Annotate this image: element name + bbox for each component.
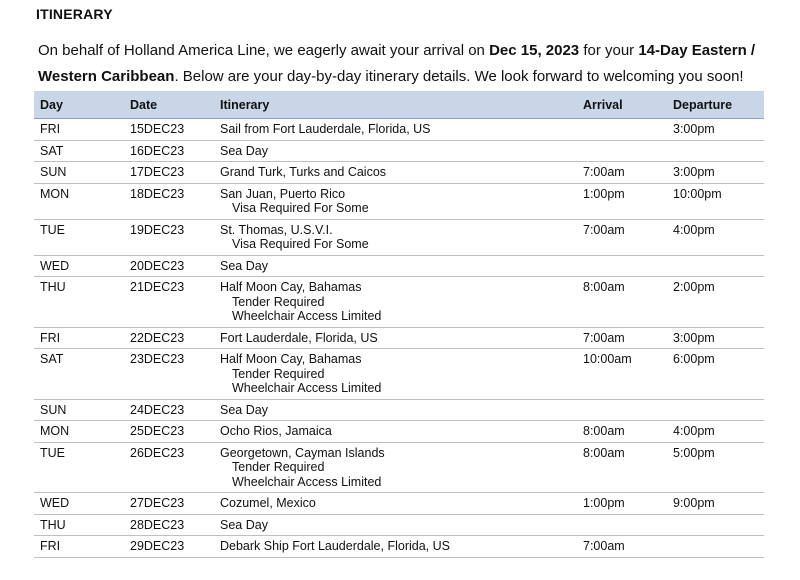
cell-itinerary [214, 119, 577, 141]
cell-itinerary [214, 442, 577, 493]
cell-day: MON [34, 421, 124, 443]
table-row [34, 219, 764, 255]
cell-date: 29DEC23 [124, 536, 214, 558]
cell-departure: 6:00pm [667, 349, 764, 400]
cell-date: 22DEC23 [124, 327, 214, 349]
cell-arrival: 1:00pm [577, 183, 667, 219]
port-note: Visa Required For Some [232, 201, 369, 215]
port-name: San Juan, Puerto Rico [220, 186, 346, 201]
port-name: Sea Day [220, 143, 268, 158]
port-name: St. Thomas, U.S.V.I. [220, 222, 333, 237]
port-name: Fort Lauderdale, Florida, US [220, 330, 378, 345]
cell-itinerary [214, 277, 577, 328]
table-row [34, 140, 764, 162]
cell-itinerary [214, 536, 577, 558]
cell-day: TUE [34, 219, 124, 255]
cell-arrival: 7:00am [577, 219, 667, 255]
cell-date: 16DEC23 [124, 140, 214, 162]
cell-date: 18DEC23 [124, 183, 214, 219]
port-name: Georgetown, Cayman Islands [220, 445, 385, 460]
itinerary-table [34, 91, 764, 558]
column-header-itinerary: Itinerary [214, 91, 577, 119]
table-row [34, 255, 764, 277]
cell-day: WED [34, 493, 124, 515]
cell-departure [667, 536, 764, 558]
cell-itinerary [214, 140, 577, 162]
table-row [34, 277, 764, 328]
cell-day: THU [34, 277, 124, 328]
cell-itinerary [214, 327, 577, 349]
cell-departure [667, 140, 764, 162]
table-row [34, 536, 764, 558]
table-row [34, 442, 764, 493]
cell-departure [667, 514, 764, 536]
cell-arrival: 7:00am [577, 327, 667, 349]
itinerary-rows [34, 119, 764, 558]
cell-arrival: 8:00am [577, 421, 667, 443]
cell-date: 25DEC23 [124, 421, 214, 443]
cell-day: THU [34, 514, 124, 536]
port-name: Sea Day [220, 258, 268, 273]
table-row [34, 493, 764, 515]
port-note: Tender Required [232, 366, 325, 381]
cell-date: 15DEC23 [124, 119, 214, 141]
cell-arrival: 7:00am [577, 162, 667, 184]
cell-date: 28DEC23 [124, 514, 214, 536]
cell-day: TUE [34, 442, 124, 493]
port-name: Half Moon Cay, Bahamas [220, 280, 362, 294]
table-row [34, 162, 764, 184]
cell-arrival [577, 119, 667, 141]
port-note: Wheelchair Access Limited [232, 381, 382, 395]
cell-arrival: 1:00pm [577, 493, 667, 515]
intro-text-3: . Below are your day-by-day itinerary details. We look forward to welcoming you soon! [174, 68, 744, 85]
port-name: Half Moon Cay, Bahamas [220, 352, 362, 366]
cell-itinerary [214, 183, 577, 219]
column-header-departure: Departure [667, 91, 764, 119]
column-header-date: Date [124, 91, 214, 119]
cell-arrival: 10:00am [577, 349, 667, 400]
cell-day: SAT [34, 349, 124, 400]
cell-departure: 5:00pm [667, 442, 764, 493]
table-header-row [34, 91, 764, 119]
cell-date: 17DEC23 [124, 162, 214, 184]
port-name: Sail from Fort Lauderdale, Florida, US [220, 122, 431, 136]
cell-day: SUN [34, 162, 124, 184]
table-row [34, 514, 764, 536]
port-name: Sea Day [220, 517, 268, 532]
column-header-day: Day [34, 91, 124, 119]
table-row [34, 349, 764, 400]
cell-arrival [577, 255, 667, 277]
intro-paragraph [38, 38, 768, 90]
cell-itinerary [214, 219, 577, 255]
port-name: Grand Turk, Turks and Caicos [220, 165, 387, 179]
cell-day: FRI [34, 119, 124, 141]
port-name: Ocho Rios, Jamaica [220, 424, 332, 438]
cell-departure: 3:00pm [667, 327, 764, 349]
cell-itinerary [214, 493, 577, 515]
cell-arrival: 8:00am [577, 442, 667, 493]
intro-text-2: for your [579, 42, 639, 59]
cell-date: 20DEC23 [124, 255, 214, 277]
port-note: Tender Required [232, 294, 325, 309]
cell-date: 21DEC23 [124, 277, 214, 328]
cell-itinerary [214, 255, 577, 277]
cell-date: 26DEC23 [124, 442, 214, 493]
cell-itinerary [214, 399, 577, 421]
cell-arrival: 8:00am [577, 277, 667, 328]
arrival-date: Dec 15, 2023 [489, 42, 580, 59]
port-note: Tender Required [232, 460, 325, 474]
table-row [34, 327, 764, 349]
cell-day: MON [34, 183, 124, 219]
table-row [34, 399, 764, 421]
cell-departure: 2:00pm [667, 277, 764, 328]
cell-day: SUN [34, 399, 124, 421]
cruise-name: 14-Day Eastern / Western Caribbean [38, 42, 756, 85]
cell-arrival [577, 514, 667, 536]
cell-date: 19DEC23 [124, 219, 214, 255]
cell-itinerary [214, 514, 577, 536]
cell-arrival [577, 399, 667, 421]
table-row [34, 183, 764, 219]
cell-date: 23DEC23 [124, 349, 214, 400]
cell-itinerary [214, 421, 577, 443]
cell-departure: 3:00pm [667, 119, 764, 141]
cell-date: 27DEC23 [124, 493, 214, 515]
section-heading: ITINERARY [36, 6, 113, 22]
port-name: Cozumel, Mexico [220, 496, 316, 510]
cell-day: FRI [34, 536, 124, 558]
cell-departure: 3:00pm [667, 162, 764, 184]
port-name: Sea Day [220, 402, 268, 417]
cell-departure [667, 255, 764, 277]
cell-itinerary [214, 349, 577, 400]
table-row [34, 421, 764, 443]
port-note: Wheelchair Access Limited [232, 474, 382, 489]
cell-day: WED [34, 255, 124, 277]
cell-departure: 9:00pm [667, 493, 764, 515]
table-row [34, 119, 764, 141]
cell-day: SAT [34, 140, 124, 162]
cell-day: FRI [34, 327, 124, 349]
cell-departure: 10:00pm [667, 183, 764, 219]
cell-departure: 4:00pm [667, 219, 764, 255]
intro-text-1: On behalf of Holland America Line, we eagerly await your arrival on [38, 42, 490, 59]
port-note: Visa Required For Some [232, 237, 369, 251]
cell-itinerary [214, 162, 577, 184]
port-name: Debark Ship Fort Lauderdale, Florida, US [220, 539, 450, 553]
cell-arrival [577, 140, 667, 162]
cell-departure: 4:00pm [667, 421, 764, 443]
column-header-arrival: Arrival [577, 91, 667, 119]
port-note: Wheelchair Access Limited [232, 309, 382, 323]
cell-departure [667, 399, 764, 421]
cell-arrival: 7:00am [577, 536, 667, 558]
cell-date: 24DEC23 [124, 399, 214, 421]
